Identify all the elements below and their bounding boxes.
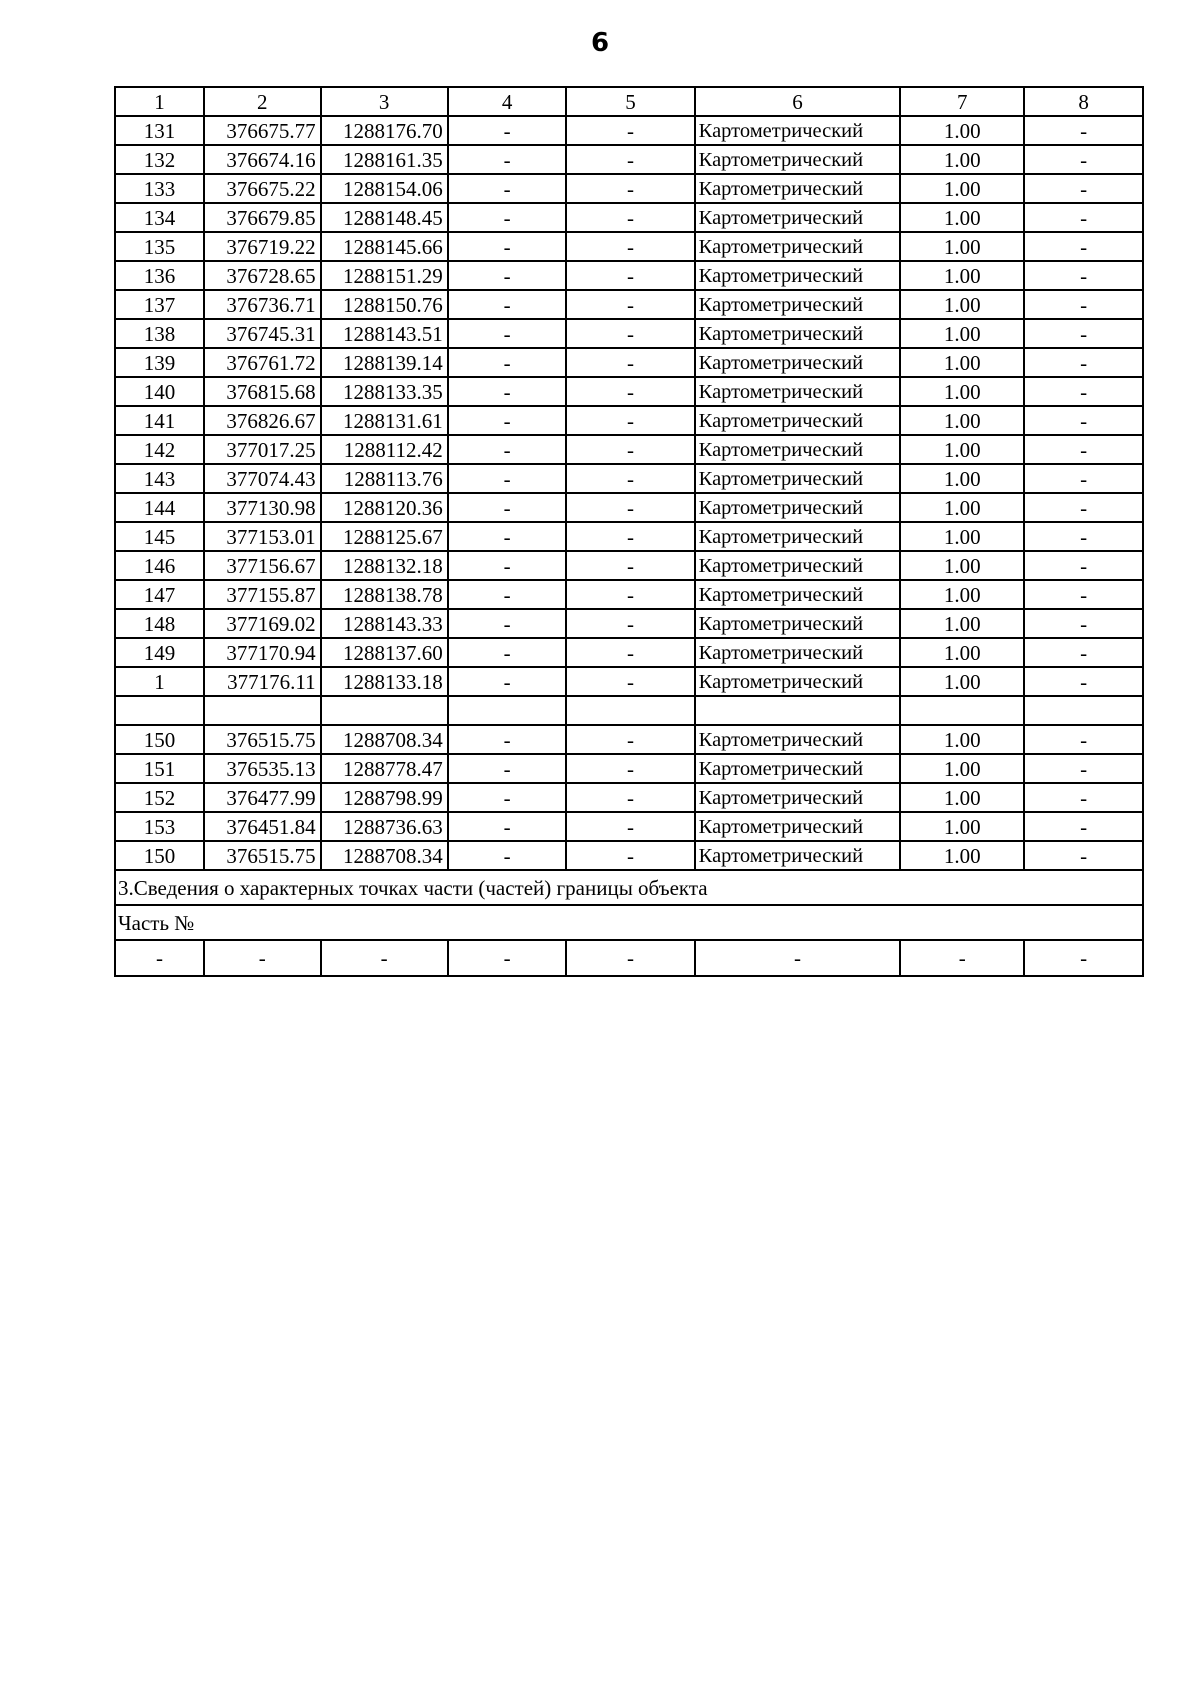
- col-4-cell: -: [448, 464, 567, 493]
- col-5-cell: -: [566, 435, 694, 464]
- table-row: [115, 348, 1143, 377]
- col-8-cell: -: [1024, 580, 1143, 609]
- point-number-cell: 143: [115, 464, 204, 493]
- col-8-cell: -: [1024, 348, 1143, 377]
- col-4-cell: -: [448, 609, 567, 638]
- col-5-cell: -: [566, 319, 694, 348]
- table-row: [115, 754, 1143, 783]
- x-coordinate-cell: 376761.72: [204, 348, 321, 377]
- col-5-cell: -: [566, 551, 694, 580]
- method-cell: Картометрический: [695, 261, 901, 290]
- empty-cell: [566, 696, 694, 725]
- x-coordinate-cell: 377130.98: [204, 493, 321, 522]
- empty-cell: [204, 696, 321, 725]
- empty-cell: [448, 696, 567, 725]
- table-row: [115, 290, 1143, 319]
- table-row: [115, 377, 1143, 406]
- col-4-cell: -: [448, 290, 567, 319]
- y-coordinate-cell: 1288798.99: [321, 783, 448, 812]
- col-4-cell: -: [448, 783, 567, 812]
- dash-cell: -: [695, 940, 901, 976]
- empty-cell: [321, 696, 448, 725]
- x-coordinate-cell: 377176.11: [204, 667, 321, 696]
- table-row: [115, 551, 1143, 580]
- table-row: [115, 203, 1143, 232]
- method-cell: Картометрический: [695, 609, 901, 638]
- point-number-cell: 135: [115, 232, 204, 261]
- point-number-cell: 150: [115, 725, 204, 754]
- method-cell: Картометрический: [695, 783, 901, 812]
- x-coordinate-cell: 377170.94: [204, 638, 321, 667]
- accuracy-cell: 1.00: [900, 522, 1024, 551]
- col-5-cell: -: [566, 406, 694, 435]
- col-5-cell: -: [566, 812, 694, 841]
- col-5-cell: -: [566, 174, 694, 203]
- x-coordinate-cell: 377017.25: [204, 435, 321, 464]
- dash-cell: -: [321, 940, 448, 976]
- dash-cell: -: [900, 940, 1024, 976]
- accuracy-cell: 1.00: [900, 290, 1024, 319]
- col-5-cell: -: [566, 638, 694, 667]
- col-5-cell: -: [566, 290, 694, 319]
- table-row: [115, 638, 1143, 667]
- col-5-cell: -: [566, 464, 694, 493]
- section-title: 3.Сведения о характерных точках части (частей) границы объекта: [115, 870, 1143, 905]
- col-5-cell: -: [566, 377, 694, 406]
- col-4-cell: -: [448, 116, 567, 145]
- x-coordinate-cell: 376719.22: [204, 232, 321, 261]
- header-cell-5: 5: [566, 87, 694, 116]
- header-cell-2: 2: [204, 87, 321, 116]
- point-number-cell: 142: [115, 435, 204, 464]
- col-8-cell: -: [1024, 464, 1143, 493]
- col-5-cell: -: [566, 841, 694, 870]
- col-8-cell: -: [1024, 638, 1143, 667]
- col-8-cell: -: [1024, 290, 1143, 319]
- accuracy-cell: 1.00: [900, 116, 1024, 145]
- x-coordinate-cell: 376736.71: [204, 290, 321, 319]
- dash-cell: -: [448, 940, 567, 976]
- method-cell: Картометрический: [695, 638, 901, 667]
- y-coordinate-cell: 1288137.60: [321, 638, 448, 667]
- col-5-cell: -: [566, 261, 694, 290]
- table-row: [115, 464, 1143, 493]
- x-coordinate-cell: 377156.67: [204, 551, 321, 580]
- point-number-cell: 152: [115, 783, 204, 812]
- method-cell: Картометрический: [695, 232, 901, 261]
- method-cell: Картометрический: [695, 290, 901, 319]
- method-cell: Картометрический: [695, 348, 901, 377]
- point-number-cell: 140: [115, 377, 204, 406]
- accuracy-cell: 1.00: [900, 406, 1024, 435]
- col-8-cell: -: [1024, 406, 1143, 435]
- x-coordinate-cell: 376679.85: [204, 203, 321, 232]
- y-coordinate-cell: 1288125.67: [321, 522, 448, 551]
- accuracy-cell: 1.00: [900, 145, 1024, 174]
- y-coordinate-cell: 1288133.18: [321, 667, 448, 696]
- col-8-cell: -: [1024, 609, 1143, 638]
- accuracy-cell: 1.00: [900, 319, 1024, 348]
- table-row: [115, 783, 1143, 812]
- col-5-cell: -: [566, 348, 694, 377]
- x-coordinate-cell: 376535.13: [204, 754, 321, 783]
- table-body: [115, 87, 1143, 976]
- col-8-cell: -: [1024, 377, 1143, 406]
- accuracy-cell: 1.00: [900, 783, 1024, 812]
- table-row: [115, 319, 1143, 348]
- method-cell: Картометрический: [695, 522, 901, 551]
- point-number-cell: 139: [115, 348, 204, 377]
- accuracy-cell: 1.00: [900, 493, 1024, 522]
- col-4-cell: -: [448, 493, 567, 522]
- x-coordinate-cell: 376515.75: [204, 841, 321, 870]
- x-coordinate-cell: 376815.68: [204, 377, 321, 406]
- page-number: 6: [590, 28, 610, 58]
- point-number-cell: 131: [115, 116, 204, 145]
- col-8-cell: -: [1024, 522, 1143, 551]
- col-5-cell: -: [566, 725, 694, 754]
- table-row: [115, 493, 1143, 522]
- col-5-cell: -: [566, 145, 694, 174]
- point-number-cell: 149: [115, 638, 204, 667]
- header-cell-6: 6: [695, 87, 901, 116]
- dash-cell: -: [1024, 940, 1143, 976]
- col-4-cell: -: [448, 203, 567, 232]
- part-label-row: [115, 905, 1143, 940]
- col-8-cell: -: [1024, 145, 1143, 174]
- point-number-cell: 145: [115, 522, 204, 551]
- point-number-cell: 146: [115, 551, 204, 580]
- point-number-cell: 141: [115, 406, 204, 435]
- table-row: [115, 725, 1143, 754]
- x-coordinate-cell: 376451.84: [204, 812, 321, 841]
- accuracy-cell: 1.00: [900, 754, 1024, 783]
- col-8-cell: -: [1024, 754, 1143, 783]
- method-cell: Картометрический: [695, 174, 901, 203]
- y-coordinate-cell: 1288143.51: [321, 319, 448, 348]
- table-row: [115, 174, 1143, 203]
- method-cell: Картометрический: [695, 116, 901, 145]
- col-8-cell: -: [1024, 493, 1143, 522]
- accuracy-cell: 1.00: [900, 638, 1024, 667]
- col-4-cell: -: [448, 667, 567, 696]
- col-8-cell: -: [1024, 232, 1143, 261]
- x-coordinate-cell: 376745.31: [204, 319, 321, 348]
- col-4-cell: -: [448, 812, 567, 841]
- col-4-cell: -: [448, 754, 567, 783]
- accuracy-cell: 1.00: [900, 812, 1024, 841]
- point-number-cell: 137: [115, 290, 204, 319]
- col-4-cell: -: [448, 522, 567, 551]
- point-number-cell: 133: [115, 174, 204, 203]
- accuracy-cell: 1.00: [900, 464, 1024, 493]
- y-coordinate-cell: 1288138.78: [321, 580, 448, 609]
- table-row: [115, 580, 1143, 609]
- table-row: [115, 812, 1143, 841]
- table-row: [115, 667, 1143, 696]
- y-coordinate-cell: 1288113.76: [321, 464, 448, 493]
- col-8-cell: -: [1024, 174, 1143, 203]
- header-cell-3: 3: [321, 87, 448, 116]
- empty-cell: [695, 696, 901, 725]
- accuracy-cell: 1.00: [900, 174, 1024, 203]
- col-8-cell: -: [1024, 725, 1143, 754]
- accuracy-cell: 1.00: [900, 841, 1024, 870]
- point-number-cell: 132: [115, 145, 204, 174]
- y-coordinate-cell: 1288145.66: [321, 232, 448, 261]
- accuracy-cell: 1.00: [900, 435, 1024, 464]
- x-coordinate-cell: 377153.01: [204, 522, 321, 551]
- point-number-cell: 147: [115, 580, 204, 609]
- empty-cell: [1024, 696, 1143, 725]
- col-4-cell: -: [448, 638, 567, 667]
- col-8-cell: -: [1024, 841, 1143, 870]
- col-4-cell: -: [448, 406, 567, 435]
- method-cell: Картометрический: [695, 435, 901, 464]
- col-8-cell: -: [1024, 261, 1143, 290]
- y-coordinate-cell: 1288131.61: [321, 406, 448, 435]
- empty-cell: [900, 696, 1024, 725]
- method-cell: Картометрический: [695, 493, 901, 522]
- col-8-cell: -: [1024, 551, 1143, 580]
- dash-cell: -: [115, 940, 204, 976]
- y-coordinate-cell: 1288151.29: [321, 261, 448, 290]
- header-cell-8: 8: [1024, 87, 1143, 116]
- col-4-cell: -: [448, 551, 567, 580]
- col-4-cell: -: [448, 174, 567, 203]
- dash-cell: -: [204, 940, 321, 976]
- col-5-cell: -: [566, 493, 694, 522]
- point-number-cell: 136: [115, 261, 204, 290]
- col-8-cell: -: [1024, 116, 1143, 145]
- col-8-cell: -: [1024, 812, 1143, 841]
- point-number-cell: 148: [115, 609, 204, 638]
- method-cell: Картометрический: [695, 464, 901, 493]
- table-row: [115, 435, 1143, 464]
- col-4-cell: -: [448, 841, 567, 870]
- y-coordinate-cell: 1288154.06: [321, 174, 448, 203]
- col-8-cell: -: [1024, 319, 1143, 348]
- method-cell: Картометрический: [695, 812, 901, 841]
- method-cell: Картометрический: [695, 377, 901, 406]
- y-coordinate-cell: 1288736.63: [321, 812, 448, 841]
- y-coordinate-cell: 1288139.14: [321, 348, 448, 377]
- blank-separator-row: [115, 696, 1143, 725]
- col-5-cell: -: [566, 754, 694, 783]
- y-coordinate-cell: 1288176.70: [321, 116, 448, 145]
- part-points-row: [115, 940, 1143, 976]
- y-coordinate-cell: 1288132.18: [321, 551, 448, 580]
- x-coordinate-cell: 376675.22: [204, 174, 321, 203]
- accuracy-cell: 1.00: [900, 232, 1024, 261]
- method-cell: Картометрический: [695, 667, 901, 696]
- method-cell: Картометрический: [695, 725, 901, 754]
- accuracy-cell: 1.00: [900, 348, 1024, 377]
- header-cell-1: 1: [115, 87, 204, 116]
- col-4-cell: -: [448, 232, 567, 261]
- point-number-cell: 153: [115, 812, 204, 841]
- y-coordinate-cell: 1288120.36: [321, 493, 448, 522]
- accuracy-cell: 1.00: [900, 551, 1024, 580]
- method-cell: Картометрический: [695, 754, 901, 783]
- col-8-cell: -: [1024, 667, 1143, 696]
- x-coordinate-cell: 376477.99: [204, 783, 321, 812]
- col-4-cell: -: [448, 377, 567, 406]
- table-row: [115, 116, 1143, 145]
- y-coordinate-cell: 1288778.47: [321, 754, 448, 783]
- col-4-cell: -: [448, 580, 567, 609]
- y-coordinate-cell: 1288143.33: [321, 609, 448, 638]
- x-coordinate-cell: 376826.67: [204, 406, 321, 435]
- point-number-cell: 138: [115, 319, 204, 348]
- col-5-cell: -: [566, 580, 694, 609]
- accuracy-cell: 1.00: [900, 609, 1024, 638]
- x-coordinate-cell: 376728.65: [204, 261, 321, 290]
- col-5-cell: -: [566, 232, 694, 261]
- point-number-cell: 144: [115, 493, 204, 522]
- col-8-cell: -: [1024, 435, 1143, 464]
- col-4-cell: -: [448, 261, 567, 290]
- table-row: [115, 232, 1143, 261]
- method-cell: Картометрический: [695, 145, 901, 174]
- col-8-cell: -: [1024, 783, 1143, 812]
- table-row: [115, 145, 1143, 174]
- col-4-cell: -: [448, 435, 567, 464]
- col-4-cell: -: [448, 319, 567, 348]
- part-label: Часть №: [115, 905, 1143, 940]
- method-cell: Картометрический: [695, 203, 901, 232]
- col-8-cell: -: [1024, 203, 1143, 232]
- col-5-cell: -: [566, 203, 694, 232]
- method-cell: Картометрический: [695, 406, 901, 435]
- accuracy-cell: 1.00: [900, 261, 1024, 290]
- x-coordinate-cell: 377074.43: [204, 464, 321, 493]
- x-coordinate-cell: 376674.16: [204, 145, 321, 174]
- coordinates-table: [114, 86, 1144, 977]
- col-4-cell: -: [448, 725, 567, 754]
- x-coordinate-cell: 377155.87: [204, 580, 321, 609]
- dash-cell: -: [566, 940, 694, 976]
- y-coordinate-cell: 1288708.34: [321, 725, 448, 754]
- section-title-row: [115, 870, 1143, 905]
- col-5-cell: -: [566, 522, 694, 551]
- table-row: [115, 522, 1143, 551]
- x-coordinate-cell: 377169.02: [204, 609, 321, 638]
- method-cell: Картометрический: [695, 580, 901, 609]
- point-number-cell: 1: [115, 667, 204, 696]
- col-5-cell: -: [566, 667, 694, 696]
- method-cell: Картометрический: [695, 319, 901, 348]
- table-header-row: [115, 87, 1143, 116]
- col-5-cell: -: [566, 609, 694, 638]
- table-row: [115, 609, 1143, 638]
- y-coordinate-cell: 1288708.34: [321, 841, 448, 870]
- point-number-cell: 151: [115, 754, 204, 783]
- table-row: [115, 406, 1143, 435]
- accuracy-cell: 1.00: [900, 203, 1024, 232]
- y-coordinate-cell: 1288133.35: [321, 377, 448, 406]
- accuracy-cell: 1.00: [900, 580, 1024, 609]
- method-cell: Картометрический: [695, 551, 901, 580]
- method-cell: Картометрический: [695, 841, 901, 870]
- point-number-cell: 150: [115, 841, 204, 870]
- col-5-cell: -: [566, 783, 694, 812]
- col-5-cell: -: [566, 116, 694, 145]
- point-number-cell: 134: [115, 203, 204, 232]
- empty-cell: [115, 696, 204, 725]
- accuracy-cell: 1.00: [900, 725, 1024, 754]
- x-coordinate-cell: 376675.77: [204, 116, 321, 145]
- header-cell-4: 4: [448, 87, 567, 116]
- y-coordinate-cell: 1288112.42: [321, 435, 448, 464]
- accuracy-cell: 1.00: [900, 667, 1024, 696]
- y-coordinate-cell: 1288161.35: [321, 145, 448, 174]
- table-row: [115, 261, 1143, 290]
- table-row: [115, 841, 1143, 870]
- y-coordinate-cell: 1288148.45: [321, 203, 448, 232]
- col-4-cell: -: [448, 348, 567, 377]
- y-coordinate-cell: 1288150.76: [321, 290, 448, 319]
- col-4-cell: -: [448, 145, 567, 174]
- accuracy-cell: 1.00: [900, 377, 1024, 406]
- x-coordinate-cell: 376515.75: [204, 725, 321, 754]
- header-cell-7: 7: [900, 87, 1024, 116]
